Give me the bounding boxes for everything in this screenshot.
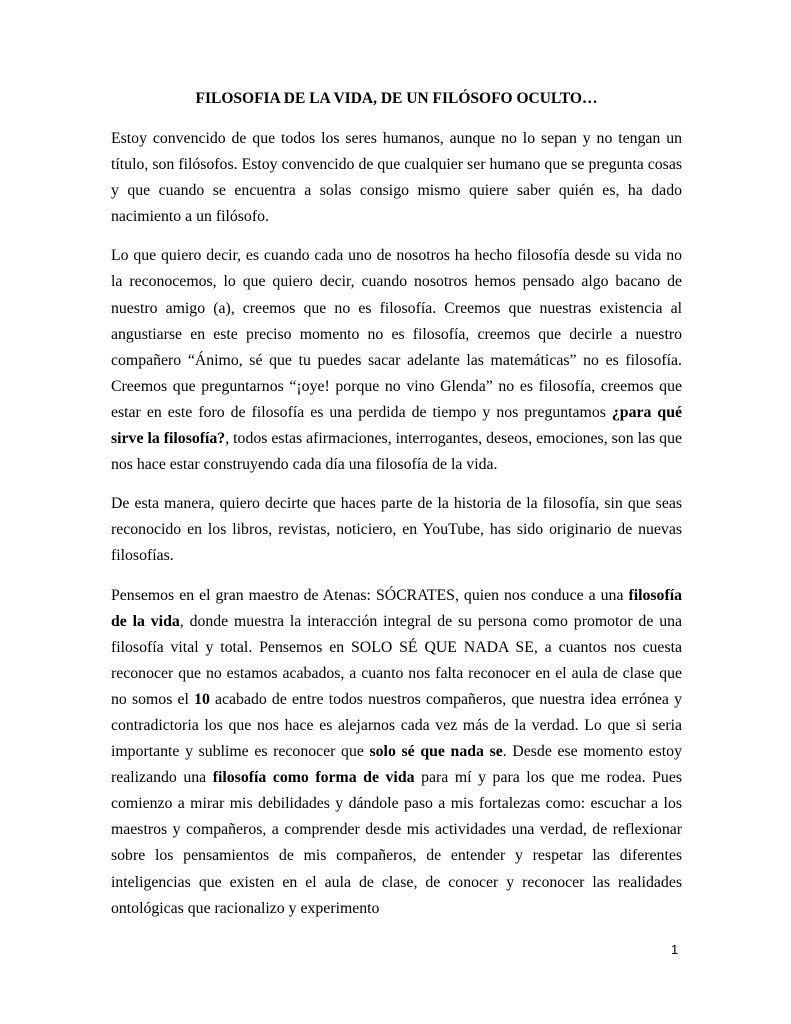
paragraph-1: Estoy convencido de que todos los seres humanos, aunque no lo sepan y no tengan un título, son filósofos. Estoy convencido de que cualquier ser humano que se pregunta cosas y que cuando se encuentra a solas consigo mismo quiere saber quién es, ha dado nacimiento a un filósofo.: [111, 130, 682, 226]
paragraph-4-bold-forma-vida: filosofía como forma de vida: [212, 769, 415, 787]
paragraph-2-bold-question: ¿para qué sirve la filosofía?: [111, 403, 682, 448]
paragraph-4-bold-solo-se: solo sé que nada se: [369, 743, 503, 761]
page-number: 1: [671, 942, 679, 957]
paragraph-2-text-a: Lo que quiero decir, es cuando cada uno de nosotros ha hecho filosofía desde su vida no la reconocemos, lo que quiero decir, cuando nosotros hemos pensado algo bacano de nuestro amigo (a), creemos que no es filosofía. Creemos que nuestras existencia al angustiarse en este preciso momento no es filosofía, creemos que decirle a nuestro compañero “Ánimo, sé que tu puedes sacar adelante las matemáticas” no es filosofía. Creemos que preguntarnos “¡oye! porque no vino Glenda” no es filosofía, creemos que estar en este foro de filosofía es una perdida de tiempo y nos preguntamos: [111, 247, 682, 421]
paragraph-3: De esta manera, quiero decirte que haces parte de la historia de la filosofía, sin que seas reconocido en los libros, revistas, noticiero, en YouTube, has sido originario de nuevas filosofías.: [111, 495, 682, 565]
paragraph-4-text-f: para mí y para los que me rodea. Pues comienzo a mirar mis debilidades y dándole paso a mis fortalezas como: escuchar a los maestros y compañeros, a comprender desde mis actividades una verdad, de reflexionar sobre los pensamientos de mis compañeros, de entender y respetar las diferentes inteligencias que existen en el aula de clase, de conocer y reconocer las realidades ontológicas que racionalizo y experimento: [111, 769, 682, 917]
paragraph-4-text-c: , donde muestra la interacción integral de su persona como promotor de una filosofía vital y total. Pensemos en SOLO SÉ QUE NADA SE, a cuantos nos cuesta reconocer que no estamos acabados, a cuanto nos falta reconocer en el aula de clase que no somos el: [111, 612, 682, 708]
paragraph-4-text-a: Pensemos en el gran maestro de Atenas: SÓCRATES, quien nos conduce a una: [111, 586, 629, 604]
paragraph-2-text-c: , todos estas afirmaciones, interrogantes, deseos, emociones, son las que nos hace estar construyendo cada día una filosofía de la vida.: [111, 430, 682, 474]
document-title: FILOSOFIA DE LA VIDA, DE UN FILÓSOFO OCULTO…: [195, 90, 598, 107]
paragraph-4-bold-filosofia-vida: filosofía de la vida: [111, 586, 682, 630]
paragraph-4-text-d: acabado de entre todos nuestros compañeros, que nuestra idea errónea y contradictoria los que nos hace es alejarnos cada vez más de la verdad. Lo que si seria importante y sublime es reconocer que: [111, 690, 682, 761]
paragraph-4: [111, 583, 682, 922]
paragraph-2: [111, 243, 682, 478]
document-body: [111, 86, 682, 935]
paragraph-4-bold-10: 10: [194, 690, 210, 708]
paragraph-4-text-e: . Desde ese momento estoy realizando una: [111, 743, 682, 787]
